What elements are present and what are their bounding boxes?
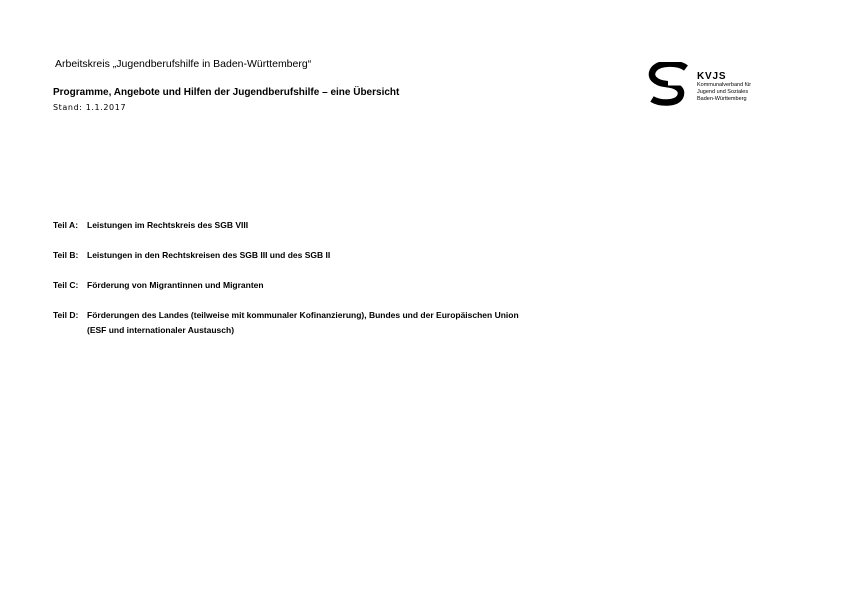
- toc-item-prefix: Teil B:: [53, 250, 79, 260]
- toc-item-teil-a: [53, 218, 519, 233]
- logo-subtitle-line: Jugend und Soziales: [697, 89, 749, 95]
- toc-item-teil-d: [53, 308, 519, 338]
- organization-line: Arbeitskreis „Jugendberufshilfe in Baden-Württemberg“: [55, 58, 312, 70]
- toc-item-line: Förderungen des Landes (teilweise mit kommunaler Kofinanzierung), Bundes und der Europäischen Union: [87, 310, 519, 320]
- table-of-contents: [53, 218, 519, 353]
- document-status-date: Stand: 1.1.2017: [53, 103, 127, 112]
- toc-item-prefix: Teil A:: [53, 220, 79, 230]
- logo-subtitle-line: Kommunalverband für: [697, 82, 752, 88]
- logo-name: KVJS: [697, 71, 727, 82]
- toc-item-prefix: Teil C:: [53, 280, 79, 290]
- toc-item-text: [87, 218, 248, 233]
- toc-item-prefix: Teil D:: [53, 310, 79, 320]
- kvjs-logo-mark-icon: [648, 62, 690, 106]
- toc-item-line: Leistungen im Rechtskreis des SGB VIII: [87, 220, 249, 230]
- toc-item-line: Förderung von Migrantinnen und Migranten: [87, 280, 264, 290]
- toc-item-text: [87, 248, 330, 263]
- document-title: Programme, Angebote und Hilfen der Jugendberufshilfe – eine Übersicht: [53, 87, 400, 98]
- toc-item-teil-c: [53, 278, 519, 293]
- kvjs-logo: [648, 62, 768, 108]
- toc-item-text: [87, 308, 519, 338]
- logo-subtitle: [697, 82, 751, 103]
- logo-subtitle-line: Baden-Württemberg: [697, 96, 747, 102]
- toc-item-teil-b: [53, 248, 519, 263]
- toc-item-line: (ESF und internationaler Austausch): [87, 325, 235, 335]
- toc-item-line: Leistungen in den Rechtskreisen des SGB III und des SGB II: [87, 250, 331, 260]
- toc-item-text: [87, 278, 264, 293]
